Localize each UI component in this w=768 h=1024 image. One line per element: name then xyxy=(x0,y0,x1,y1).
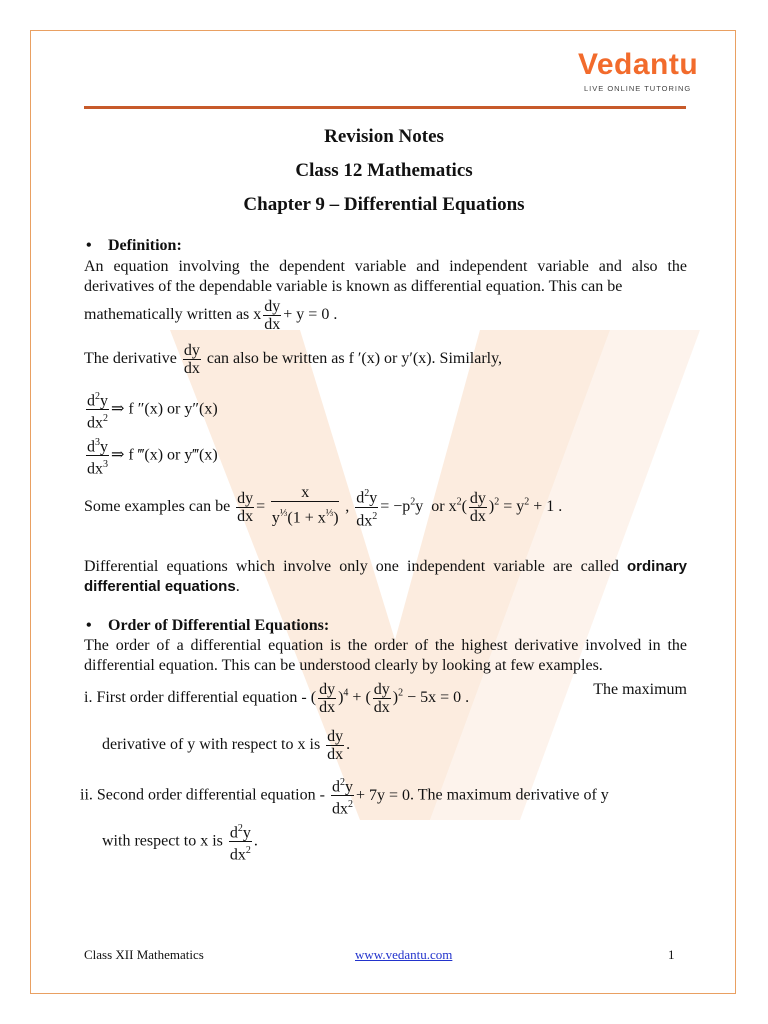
class-title: Class 12 Mathematics xyxy=(295,160,473,181)
page-number: 1 xyxy=(668,947,675,962)
header-rule xyxy=(84,106,686,109)
second-derivative-line: $\frac{d^2y}{dx^2}$ ⇒ f ″(x) or y″(x) xyxy=(84,388,218,432)
order-item-2: ii. Second order differential equation - $\frac{d^2y}{dx^2}$ + 7y = 0. The maximum derivative of y xyxy=(80,774,687,818)
ordinary-paragraph: Differential equations which involve only one independent variable are called ordinary differential equations. xyxy=(84,558,687,595)
order-paragraph: The order of a differential equation is the order of the highest derivative involved in the differential equation. This can be understood clearly by looking at few examples. xyxy=(84,637,687,674)
order-item-2-result: with respect to x is $\frac{d^2y}{dx^2}$ . xyxy=(102,820,258,864)
order-heading: • Order of Differential Equations: xyxy=(86,617,330,634)
equation-line-1: mathematically written as x $\frac{dy}{dx}$ + y = 0 . xyxy=(84,298,338,333)
logo-wordmark: Vedantu xyxy=(578,48,699,81)
order-item-1: i. First order differential equation - ( $\frac{dy}{dx}$ )$^4$ + ( $\frac{dy}{dx}$ )$^2$ − 5x = 0 . The maximum xyxy=(84,681,687,716)
logo-tagline: LIVE ONLINE TUTORING xyxy=(584,84,692,93)
footer-link-wrap xyxy=(355,947,452,963)
chapter-title: Chapter 9 – Differential Equations xyxy=(243,194,525,215)
footer-left: Class XII Mathematics xyxy=(84,947,204,962)
examples-line: Some examples can be $\frac{dy}{dx}$ = $\frac{x}{y^{\frac{1}{3}}(1 + x^{\frac{1}{3}})}$ , $\frac{d^2y}{dx^2}$ = $-p^2y$ or $x^2$( $\frac{dy}{dx}$ )$^2 = y^2 + 1$ . xyxy=(84,484,563,529)
order-item-1-result: derivative of y with respect to x is $\frac{dy}{dx}$ . xyxy=(102,728,351,763)
definition-heading: • Definition: xyxy=(86,237,182,254)
definition-paragraph: An equation involving the dependent variable and independent variable and also the derivatives of the dependable variable is known as differential equation. This can be xyxy=(84,258,687,295)
derivative-line: The derivative $\frac{dy}{dx}$ can also be written as f ′(x) or y′(x). Similarly, xyxy=(84,342,503,377)
website-link[interactable]: www.vedantu.com xyxy=(355,947,453,962)
vedantu-logo xyxy=(578,50,698,98)
page-title: Revision Notes xyxy=(324,126,444,147)
third-derivative-line: $\frac{d^3y}{dx^3}$ ⇒ f ‴(x) or y‴(x) xyxy=(84,434,218,478)
